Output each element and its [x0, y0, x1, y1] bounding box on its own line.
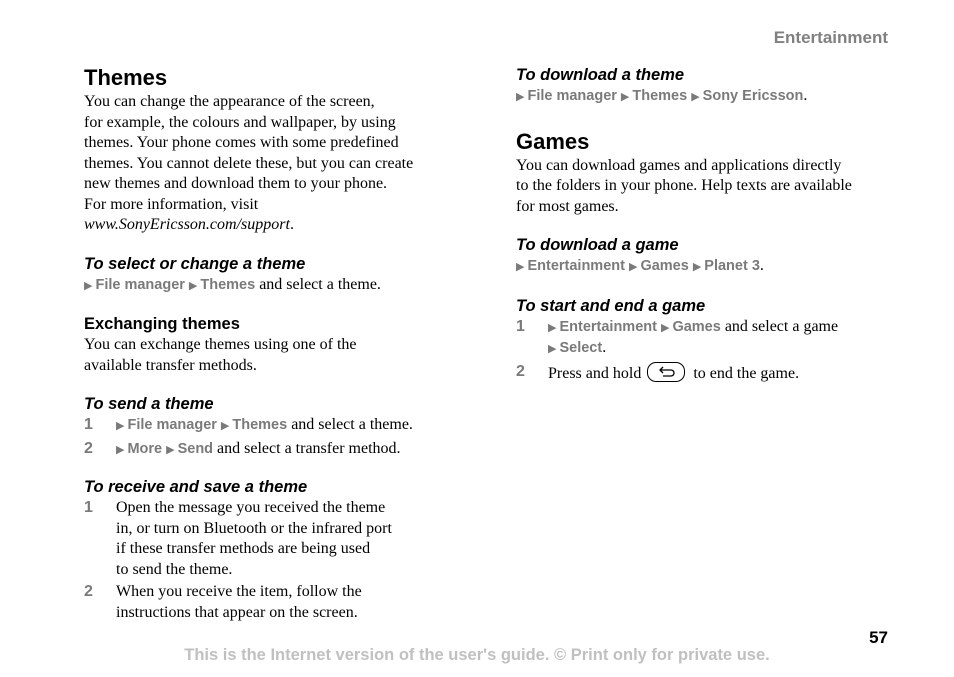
right-triangle-icon: ▶ [166, 443, 175, 456]
nav-item: Themes [200, 276, 256, 293]
themes-line: themes. Your phone comes with some predefined [84, 134, 399, 151]
nav-item: Themes [632, 88, 688, 104]
step: 2 Press and hold to end the game. [516, 362, 896, 385]
games-line: to the folders in your phone. Help texts are available [516, 177, 852, 194]
right-triangle-icon: ▶ [548, 321, 557, 334]
themes-line: You can change the appearance of the screen, [84, 93, 375, 110]
nav-item: Send [177, 440, 214, 457]
exchanging-line: You can exchange themes using one of the [84, 336, 357, 353]
right-triangle-icon: ▶ [220, 420, 230, 432]
right-triangle-icon: ▶ [116, 420, 125, 432]
step [84, 498, 464, 580]
themes-line: new themes and download them to your phone. [84, 175, 388, 192]
right-triangle-icon: ▶ [620, 91, 630, 103]
download-theme-heading: To download a theme [516, 66, 685, 84]
games-line: You can download games and applications directly [516, 156, 842, 174]
select-theme-heading: To select or change a theme [84, 254, 306, 273]
games-heading: Games [516, 128, 590, 154]
nav-item: File manager [527, 88, 617, 104]
nav-item: Select [559, 340, 603, 356]
footer-notice: This is the Internet version of the user's guide. © Print only for private use. [184, 646, 770, 664]
step: 1 ▶ Entertainment ▶ Games and select a game ▶ Select. [516, 317, 896, 360]
step-line: instructions that appear on the screen. [116, 603, 358, 621]
nav-item: Games [672, 318, 721, 335]
step-line: Open the message you received the theme [116, 499, 386, 516]
step-line: When you receive the item, follow the [116, 583, 362, 600]
step-number: 2 [516, 362, 525, 380]
download-game-heading: To download a game [516, 236, 679, 254]
step: 2 ▶ More ▶ Send and select a transfer method. [84, 439, 464, 461]
nav-item: Games [640, 258, 689, 274]
nav-item: More [127, 440, 163, 457]
page-number: 57 [869, 628, 888, 647]
start-steps [516, 317, 896, 385]
exchanging-line: available transfer methods. [84, 356, 257, 374]
right-triangle-icon: ▶ [692, 261, 702, 273]
section-header: Entertainment [773, 28, 888, 47]
nav-item: Planet 3 [704, 258, 760, 274]
right-triangle-icon: ▶ [548, 343, 557, 355]
exchanging-heading: Exchanging themes [84, 315, 240, 333]
step-line: if these transfer methods are being used [116, 540, 371, 557]
step-number: 2 [84, 439, 93, 457]
nav-item: Entertainment [527, 258, 625, 274]
games-line: for most games. [516, 197, 619, 215]
nav-item: Themes [232, 417, 288, 433]
end-key-icon [647, 362, 685, 382]
nav-item: Sony Ericsson [702, 88, 804, 104]
send-theme-heading: To send a theme [84, 395, 214, 413]
step-number: 1 [516, 317, 525, 335]
start-game-heading: To start and end a game [516, 296, 706, 315]
themes-heading: Themes [84, 65, 168, 90]
receive-steps [84, 498, 464, 623]
support-url[interactable]: www.SonyEricsson.com/support [84, 216, 290, 233]
download-game-nav: ▶ Entertainment ▶ Games ▶ Planet 3. [516, 257, 764, 274]
right-column [516, 64, 896, 386]
step: 1 ▶ File manager ▶ Themes and select a theme. [84, 415, 464, 437]
step-line: in, or turn on Bluetooth or the infrared port [116, 519, 392, 537]
right-triangle-icon: ▶ [84, 279, 93, 292]
receive-theme-heading: To receive and save a theme [84, 478, 308, 496]
right-triangle-icon: ▶ [516, 91, 525, 103]
nav-item: Entertainment [559, 318, 657, 335]
nav-item: File manager [127, 417, 217, 433]
download-theme-nav: ▶ File manager ▶ Themes ▶ Sony Ericsson. [516, 87, 808, 104]
right-triangle-icon: ▶ [188, 279, 198, 292]
step-number: 1 [84, 499, 93, 516]
step-number: 1 [84, 416, 93, 433]
themes-line: themes. You cannot delete these, but you can create [84, 154, 414, 172]
right-triangle-icon: ▶ [691, 91, 700, 103]
step [84, 582, 464, 623]
right-triangle-icon: ▶ [516, 261, 525, 273]
right-triangle-icon: ▶ [660, 321, 670, 334]
step-line: to send the theme. [116, 560, 233, 578]
themes-line: For more information, visit [84, 195, 259, 213]
themes-body [84, 92, 464, 236]
select-theme-nav: ▶ File manager ▶ Themes and select a theme. [84, 275, 381, 293]
themes-url-line: www.SonyEricsson.com/support. [84, 216, 294, 233]
nav-item: File manager [95, 276, 185, 293]
step-number: 2 [84, 583, 93, 600]
send-steps [84, 415, 464, 460]
right-triangle-icon: ▶ [628, 261, 638, 273]
left-column [84, 64, 464, 625]
themes-line: for example, the colours and wallpaper, by using [84, 113, 396, 131]
right-triangle-icon: ▶ [116, 443, 125, 456]
